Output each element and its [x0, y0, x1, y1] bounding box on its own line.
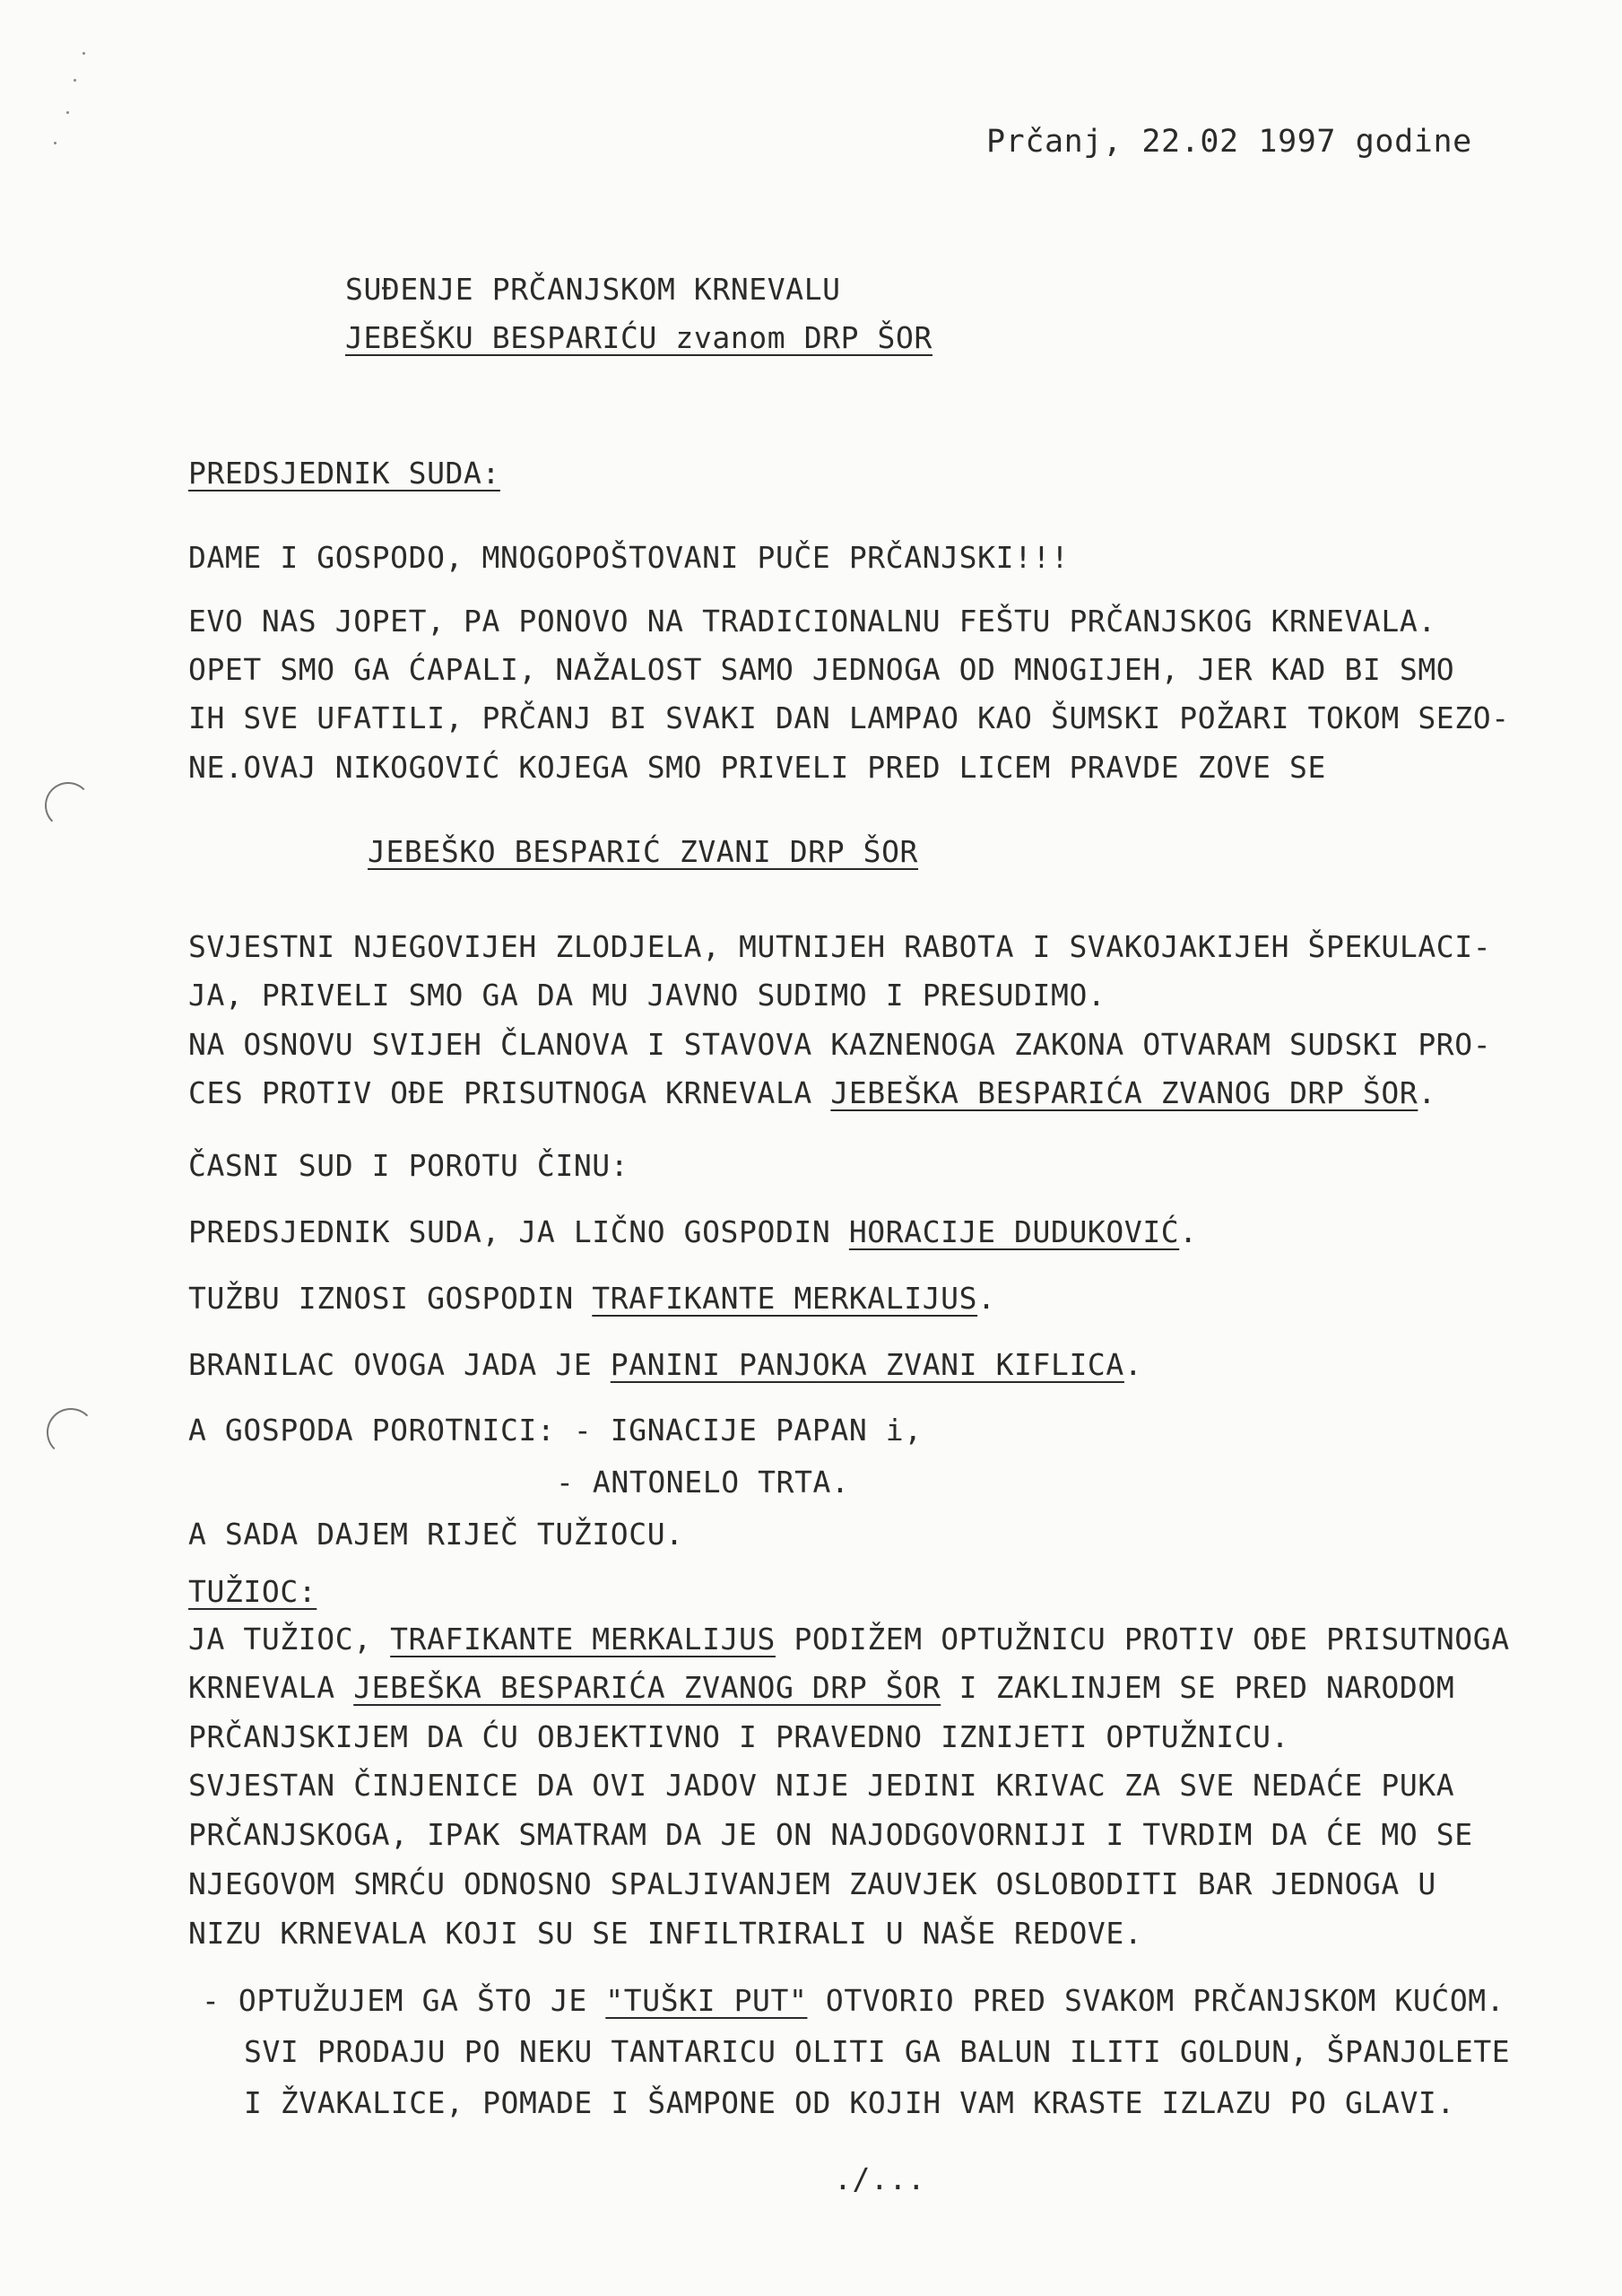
- scan-speck: [54, 142, 56, 144]
- text-segment: .: [1123, 1347, 1143, 1382]
- judge-line: [188, 1214, 1198, 1250]
- text-segment: I ZAKLINJEM SE PRED NARODOM: [941, 1670, 1455, 1705]
- accusation-line: SVI PRODAJU PO NEKU TANTARICU OLITI GA BALUN ILITI GOLDUN, ŠPANJOLETE: [244, 2034, 1511, 2069]
- paragraph-line: OPET SMO GA ĆAPALI, NAŽALOST SAMO JEDNOGA OD MNOGIJEH, JER KAD BI SMO: [188, 652, 1455, 687]
- text-segment: .: [977, 1281, 996, 1316]
- title-line-1: SUĐENJE PRČANJSKOM KRNEVALU: [345, 272, 841, 307]
- paragraph-line: IH SVE UFATILI, PRČANJ BI SVAKI DAN LAMPAO KAO ŠUMSKI POŽARI TOKOM SEZO-: [188, 700, 1510, 735]
- text-segment: PREDSJEDNIK SUDA, JA LIČNO GOSPODIN: [188, 1214, 849, 1249]
- punch-hole-mark-bottom: [47, 1408, 95, 1457]
- accusation-line: I ŽVAKALICE, POMADE I ŠAMPONE OD KOJIH VAM KRASTE IZLAZU PO GLAVI.: [244, 2085, 1455, 2120]
- paragraph-line: [188, 1670, 1454, 1706]
- scan-speck: [74, 79, 76, 82]
- document-date: Prčanj, 22.02 1997 godine: [986, 124, 1472, 160]
- section-heading-predsjednik: PREDSJEDNIK SUDA:: [188, 456, 500, 491]
- paragraph-line: JA, PRIVELI SMO GA DA MU JAVNO SUDIMO I PRESUDIMO.: [188, 978, 1106, 1013]
- defender-line: [188, 1347, 1142, 1383]
- text-segment: KRNEVALA: [188, 1670, 354, 1705]
- punch-hole-mark-top: [45, 782, 91, 829]
- judge-name: HORACIJE DUDUKOVIĆ: [848, 1214, 1180, 1249]
- text-segment: PODIŽEM OPTUŽNICU PROTIV OĐE PRISUTNOGA: [775, 1622, 1510, 1657]
- text-segment: OTVORIO PRED SVAKOM PRČANJSKOM KUĆOM.: [807, 1983, 1505, 2018]
- accused-name: JEBEŠKA BESPARIĆA ZVANOG DRP ŠOR: [353, 1670, 941, 1705]
- paragraph-line: SVJESTAN ČINJENICE DA OVI JADOV NIJE JEDINI KRIVAC ZA SVE NEDAĆE PUKA: [188, 1768, 1455, 1803]
- jurors-line-2: - ANTONELO TRTA.: [556, 1465, 850, 1500]
- closing-line: A SADA DAJEM RIJEČ TUŽIOCU.: [188, 1517, 684, 1552]
- defender-name: PANINI PANJOKA ZVANI KIFLICA: [610, 1347, 1124, 1382]
- paragraph-line: [188, 1622, 1510, 1657]
- paragraph-line: [188, 1075, 1436, 1111]
- paragraph-line: NJEGOVOM SMRĆU ODNOSNO SPALJIVANJEM ZAUVJEK OSLOBODITI BAR JEDNOGA U: [188, 1866, 1436, 1901]
- greeting-line: DAME I GOSPODO, MNOGOPOŠTOVANI PUČE PRČANJSKI!!!: [188, 540, 1070, 575]
- court-intro-line: ČASNI SUD I POROTU ČINU:: [188, 1148, 629, 1183]
- continued-marker: ./...: [834, 2161, 926, 2196]
- scan-speck: [82, 52, 85, 55]
- paragraph-line: SVJESTNI NJEGOVIJEH ZLODJELA, MUTNIJEH RABOTA I SVAKOJAKIJEH ŠPEKULACI-: [188, 929, 1492, 964]
- section-heading-tuzioc: TUŽIOC:: [188, 1574, 317, 1609]
- paragraph-line: EVO NAS JOPET, PA PONOVO NA TRADICIONALNU FEŠTU PRČANJSKOG KRNEVALA.: [188, 604, 1436, 639]
- paragraph-line: NA OSNOVU SVIJEH ČLANOVA I STAVOVA KAZNENOGA ZAKONA OTVARAM SUDSKI PRO-: [188, 1027, 1492, 1062]
- title-line-2: JEBEŠKU BESPARIĆU zvanom DRP ŠOR: [345, 320, 932, 355]
- paragraph-line: PRČANJSKOGA, IPAK SMATRAM DA JE ON NAJODGOVORNIJI I TVRDIM DA ĆE MO SE: [188, 1817, 1473, 1852]
- text-segment: .: [1179, 1214, 1198, 1249]
- accusation-line: [202, 1983, 1505, 2019]
- paragraph-line: PRČANJSKIJEM DA ĆU OBJEKTIVNO I PRAVEDNO IZNIJETI OPTUŽNICU.: [188, 1719, 1290, 1754]
- text-segment: - OPTUŽUJEM GA ŠTO JE: [202, 1983, 606, 2018]
- paragraph-line: NIZU KRNEVALA KOJI SU SE INFILTRIRALI U NAŠE REDOVE.: [188, 1916, 1143, 1951]
- prosecutor-name: TRAFIKANTE MERKALIJUS: [592, 1281, 978, 1316]
- paragraph-line: NE.OVAJ NIKOGOVIĆ KOJEGA SMO PRIVELI PRED LICEM PRAVDE ZOVE SE: [188, 750, 1326, 785]
- accused-name-centered: JEBEŠKO BESPARIĆ ZVANI DRP ŠOR: [368, 834, 919, 869]
- jurors-line-1: A GOSPODA POROTNICI: - IGNACIJE PAPAN i,: [188, 1413, 923, 1448]
- text-segment: .: [1418, 1075, 1436, 1110]
- scan-speck: [66, 111, 69, 114]
- text-segment: CES PROTIV OĐE PRISUTNOGA KRNEVALA: [188, 1075, 831, 1110]
- prosecutor-line: [188, 1281, 996, 1317]
- accusation-keyword: "TUŠKI PUT": [605, 1983, 808, 2018]
- text-segment: JA TUŽIOC,: [188, 1622, 391, 1657]
- prosecutor-name: TRAFIKANTE MERKALIJUS: [390, 1622, 776, 1657]
- accused-name: JEBEŠKA BESPARIĆA ZVANOG DRP ŠOR: [830, 1075, 1418, 1110]
- text-segment: BRANILAC OVOGA JADA JE: [188, 1347, 611, 1382]
- text-segment: TUŽBU IZNOSI GOSPODIN: [188, 1281, 593, 1316]
